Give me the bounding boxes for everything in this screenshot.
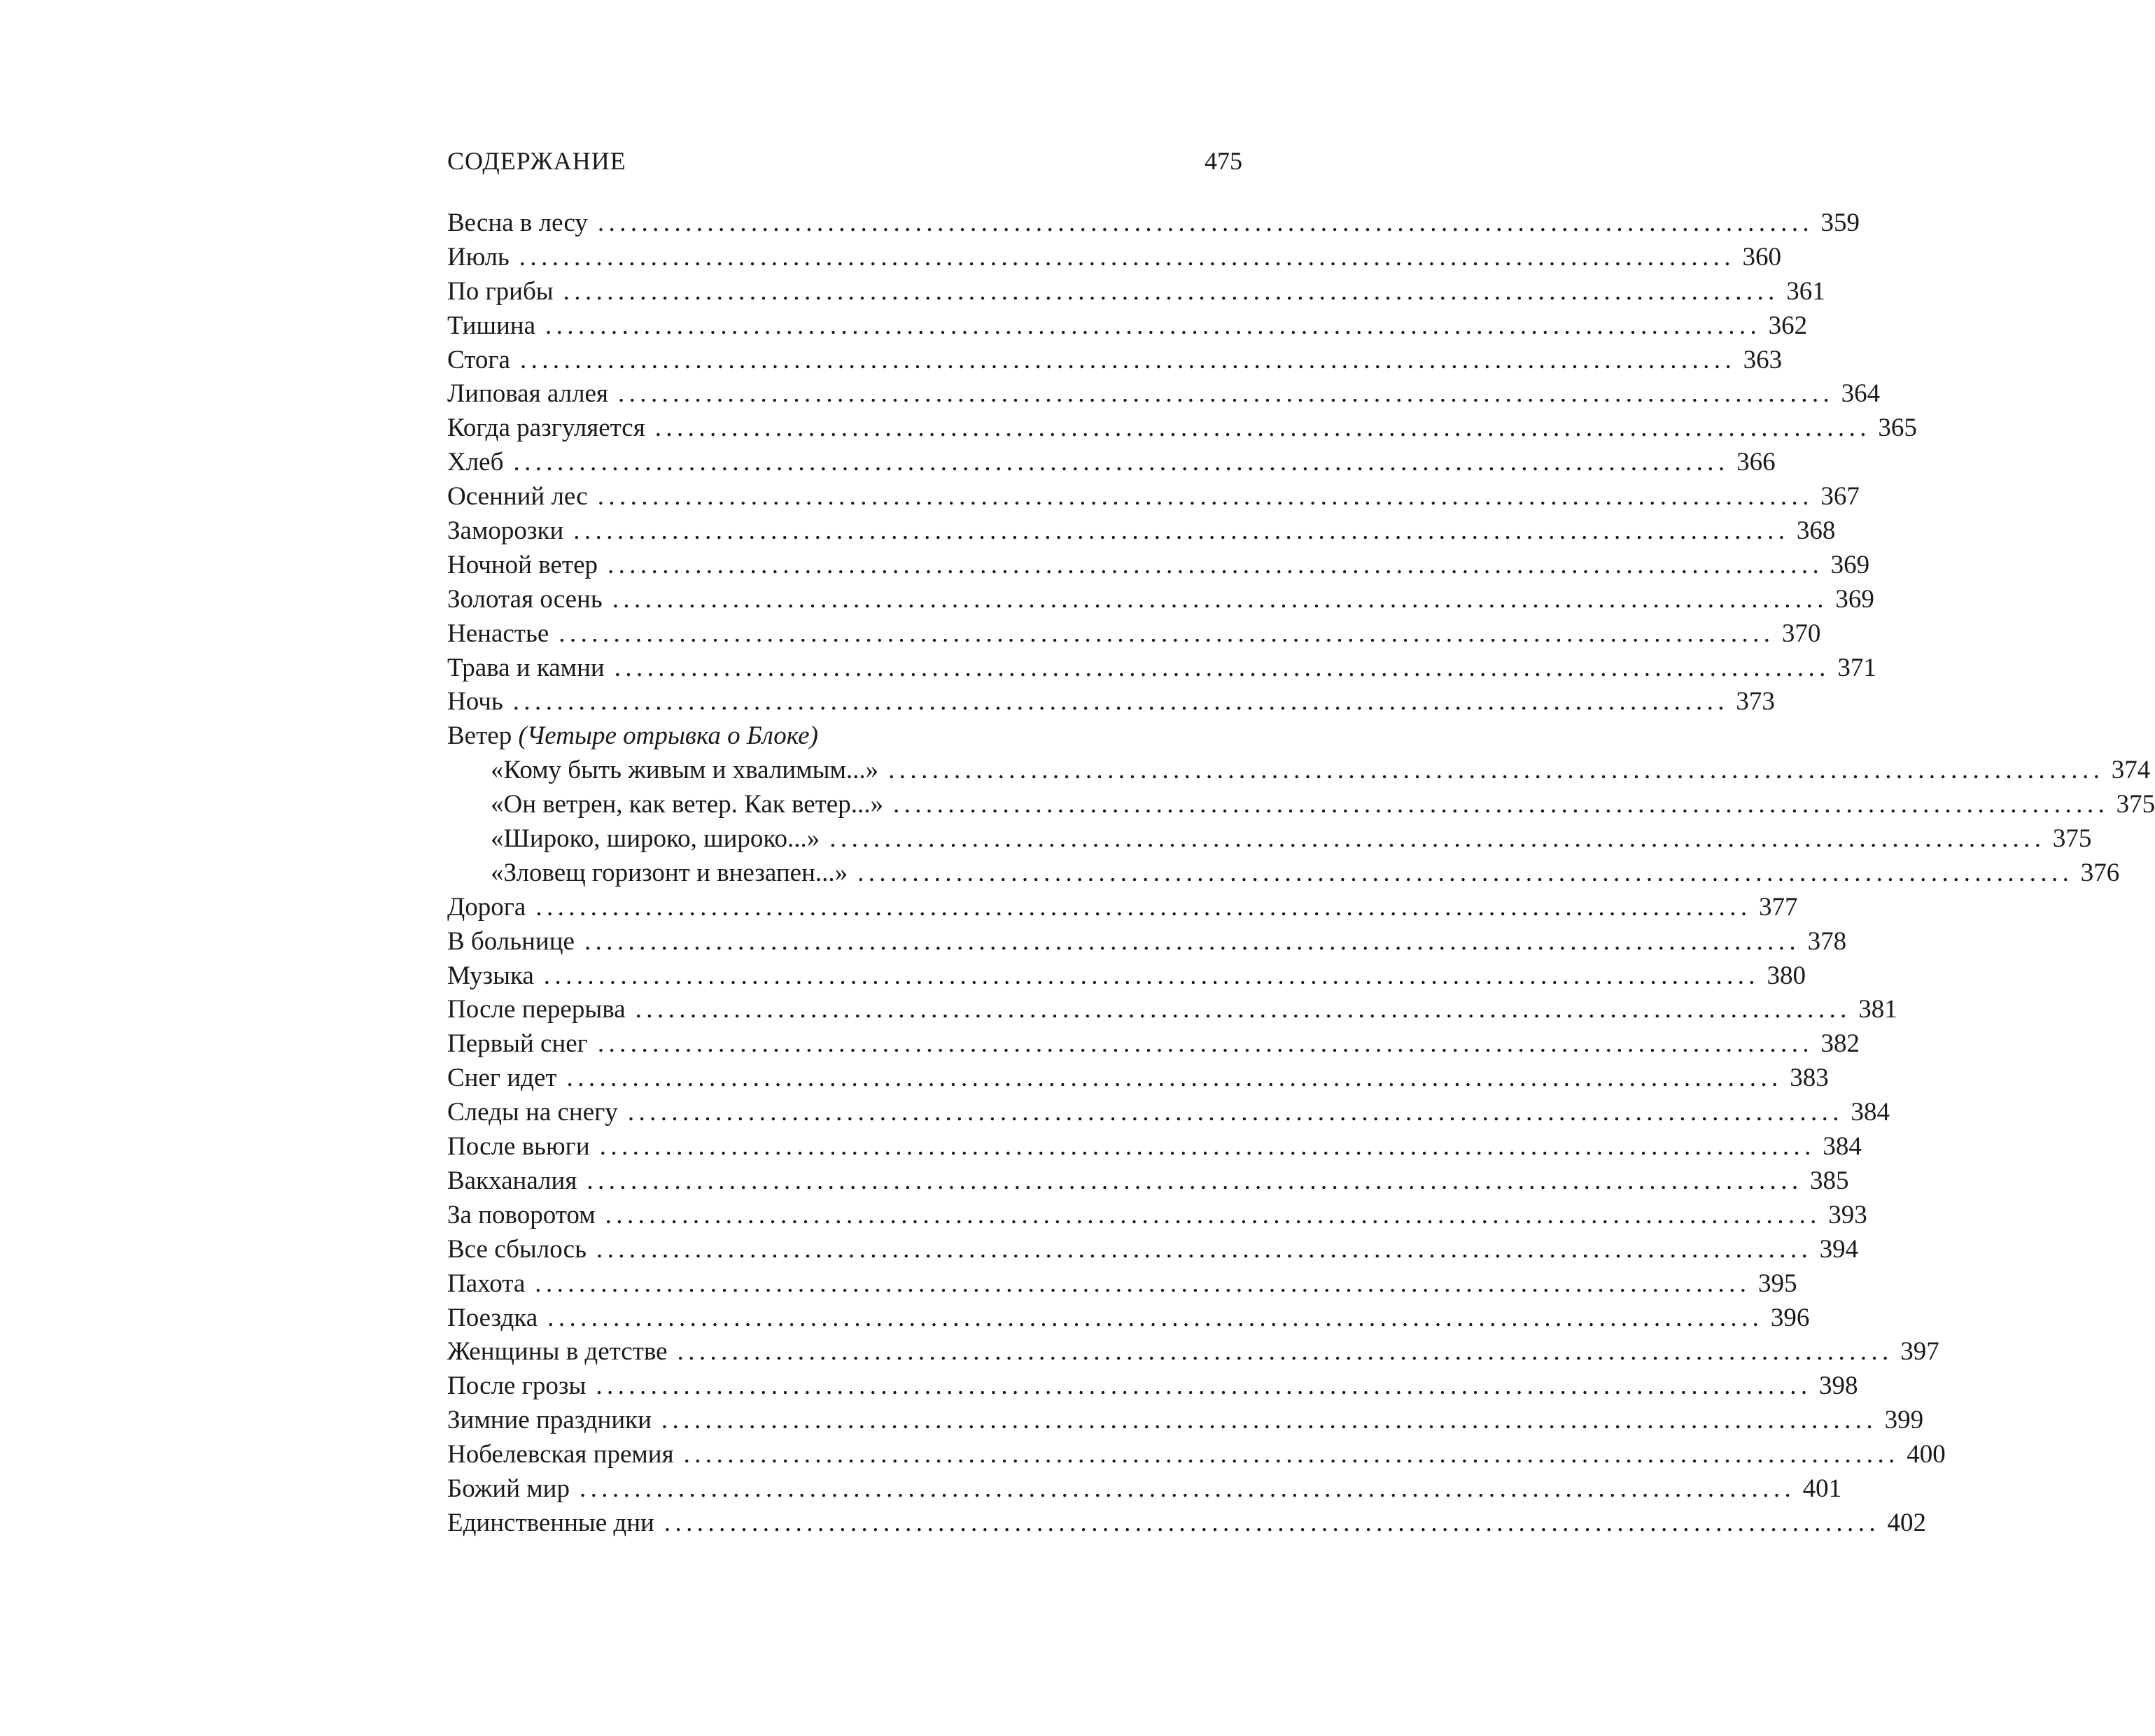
toc-entry-title-text: Женщины в детстве: [447, 1337, 668, 1367]
toc-entry-title-text: Единственные дни: [447, 1508, 654, 1537]
toc-dot-leader: ...............................................................................................................: [618, 379, 1834, 409]
toc-entry: [447, 1369, 1858, 1404]
toc-dot-leader: ...............................................................................................................: [597, 1029, 1814, 1059]
toc-entry-note: (Четыре отрывка о Блоке): [518, 721, 818, 751]
toc-entry-title: [447, 549, 598, 583]
toc-entry-title-text: Пахота: [447, 1269, 526, 1298]
toc-page-number: 395: [1757, 1269, 1797, 1298]
toc-dot-leader: ...............................................................................................................: [599, 1132, 1816, 1162]
toc-dot-leader: ...............................................................................................................: [597, 209, 1814, 237]
toc-page-number: 364: [1841, 379, 1881, 409]
toc-dot-leader: ...............................................................................................................: [579, 1474, 1796, 1503]
toc-entry-title-text: Поездка: [447, 1303, 538, 1332]
toc-entry-title: [447, 1369, 586, 1404]
toc-entry-title-text: Хлеб: [447, 448, 504, 477]
toc-entry: [447, 1506, 1927, 1541]
toc-entry: [447, 1404, 1924, 1438]
toc-entry-title-text: Липовая аллея: [447, 379, 608, 409]
toc-page-number: 399: [1884, 1406, 1924, 1435]
toc-entry-title-text: Стога: [447, 345, 510, 374]
toc-entry-title-text: После перерыва: [447, 995, 626, 1024]
toc-entry: [447, 1061, 1829, 1096]
toc-page-number: 366: [1736, 448, 1776, 477]
toc-entry-title-text: За поворотом: [447, 1200, 596, 1229]
toc-page-number: 373: [1736, 687, 1775, 717]
toc-page-number: 382: [1820, 1029, 1860, 1059]
toc-page-number: 378: [1807, 926, 1847, 956]
toc-entry-title: [447, 1199, 596, 1233]
toc-page-number: 369: [1830, 550, 1870, 579]
toc-dot-leader: ...............................................................................................................: [829, 824, 2046, 854]
toc-entry: [447, 1096, 1890, 1130]
toc-subentry: [447, 788, 2155, 822]
toc-page-number: 398: [1819, 1371, 1858, 1401]
toc-entry: [447, 446, 1776, 480]
toc-entry: [447, 959, 1806, 994]
toc-entry: [447, 275, 1825, 309]
toc-entry-title-text: Зимние праздники: [447, 1406, 652, 1435]
toc-entry: [447, 925, 1847, 959]
toc-entry-title: [447, 1267, 525, 1301]
toc-page-number: 384: [1823, 1132, 1862, 1162]
toc-entry-title-text: Осенний лес: [447, 482, 588, 511]
toc-entry-title-text: Ветер: [447, 721, 512, 751]
toc-page-number: 359: [1820, 209, 1860, 237]
toc-entry-title: [447, 1130, 590, 1164]
toc-entry-title: [447, 446, 503, 480]
toc-entry-title: [447, 1061, 557, 1096]
toc-entry-title-text: «Он ветрен, как ветер. Как ветер...»: [491, 790, 883, 819]
toc-page-number: 401: [1802, 1474, 1842, 1503]
toc-entry-title: [447, 959, 534, 994]
toc-entry: [447, 309, 1808, 344]
toc-entry-title: [491, 788, 883, 822]
toc-entry-title-text: Ненастье: [447, 619, 549, 648]
toc-entry-title: [447, 1404, 652, 1438]
toc-entry: [447, 583, 1874, 617]
toc-dot-leader: ...............................................................................................................: [596, 1371, 1812, 1401]
toc-entry-title-text: Заморозки: [447, 516, 564, 546]
toc-entry-title-text: Следы на снегу: [447, 1098, 618, 1127]
toc-page-number: 397: [1900, 1337, 1939, 1367]
toc-dot-leader: ...............................................................................................................: [535, 1269, 1751, 1298]
toc-entry: [447, 241, 1781, 275]
toc-entry-title: [447, 719, 818, 754]
toc-entry-title: [447, 1506, 654, 1541]
toc-entry-title: [447, 411, 645, 446]
toc-entry-title: [447, 651, 605, 686]
toc-subentry: [447, 856, 2120, 891]
toc-entry-title: [447, 1335, 668, 1369]
book-page: [447, 143, 2155, 1541]
toc-dot-leader: ...............................................................................................................: [566, 1064, 1783, 1093]
running-head: [447, 143, 1242, 178]
toc-entry-title: [447, 1096, 618, 1130]
toc-entry-title: [447, 480, 588, 514]
toc-subentry: [447, 754, 2151, 788]
toc-entry-title-text: По грибы: [447, 276, 554, 306]
table-of-contents: [447, 206, 2155, 1541]
toc-entry-title: [491, 822, 820, 856]
toc-entry-title-text: После вьюги: [447, 1132, 590, 1162]
toc-dot-leader: ...............................................................................................................: [573, 516, 1790, 546]
toc-page-number: 394: [1819, 1234, 1859, 1264]
toc-page-number: 361: [1786, 276, 1825, 306]
toc-entry: [447, 1335, 1939, 1369]
toc-dot-leader: ...............................................................................................................: [677, 1337, 1893, 1367]
toc-entry-title-text: В больнице: [447, 926, 575, 956]
toc-entry-title: [447, 617, 549, 651]
toc-page-number: 365: [1878, 414, 1917, 443]
toc-entry-title: [447, 1438, 674, 1472]
toc-dot-leader: ...............................................................................................................: [888, 756, 2105, 785]
toc-entry-title: [447, 275, 554, 309]
toc-dot-leader: ...............................................................................................................: [857, 858, 2074, 887]
toc-entry: [447, 651, 1876, 686]
toc-dot-leader: ...............................................................................................................: [608, 550, 1824, 579]
toc-dot-leader: ...............................................................................................................: [519, 345, 1736, 374]
toc-entry-title-text: Музыка: [447, 961, 534, 990]
toc-dot-leader: ...............................................................................................................: [683, 1440, 1900, 1469]
toc-entry: [447, 1472, 1842, 1506]
toc-entry-title: [447, 685, 503, 719]
toc-entry-title: [447, 1301, 538, 1336]
toc-entry-title-text: После грозы: [447, 1371, 587, 1401]
toc-entry-title: [447, 377, 608, 411]
toc-entry-title: [447, 993, 626, 1027]
toc-entry-title: [447, 514, 563, 549]
toc-page-number: 377: [1759, 892, 1798, 922]
toc-entry: [447, 377, 1881, 411]
toc-entry: [447, 480, 1860, 514]
toc-page-number: 375: [2052, 824, 2092, 854]
toc-entry-title-text: Снег идет: [447, 1064, 557, 1093]
toc-dot-leader: ...............................................................................................................: [587, 1166, 1803, 1195]
toc-entry: [447, 1027, 1860, 1061]
toc-entry-title-text: Ночной ветер: [447, 550, 598, 579]
toc-dot-leader: ...............................................................................................................: [547, 1303, 1764, 1332]
toc-entry-title-text: Вакханалия: [447, 1166, 577, 1195]
toc-entry-title: [447, 206, 588, 241]
toc-dot-leader: ...............................................................................................................: [892, 790, 2110, 819]
toc-entry-title: [447, 1233, 587, 1267]
toc-dot-leader: ...............................................................................................................: [612, 584, 1828, 614]
toc-entry: [447, 617, 1821, 651]
toc-dot-leader: ...............................................................................................................: [512, 687, 1729, 717]
toc-subentry: [447, 822, 2092, 856]
toc-entry-title-text: «Кому быть живым и хвалимым...»: [491, 756, 879, 785]
toc-dot-leader: ...............................................................................................................: [664, 1508, 1881, 1537]
toc-dot-leader: ...............................................................................................................: [635, 995, 1851, 1024]
toc-page-number: 380: [1767, 961, 1806, 990]
running-head-title: СОДЕРЖАНИЕ: [447, 147, 626, 175]
toc-entry-title-text: Весна в лесу: [447, 209, 588, 237]
toc-entry-title: [447, 1027, 588, 1061]
toc-dot-leader: ...............................................................................................................: [535, 892, 1752, 922]
toc-page-number: 368: [1796, 516, 1836, 546]
toc-entry: [447, 411, 1917, 446]
toc-entry: [447, 1130, 1862, 1164]
toc-page-number: 367: [1820, 482, 1860, 511]
toc-entry-title: [491, 856, 848, 891]
toc-dot-leader: ...............................................................................................................: [519, 242, 1735, 271]
toc-page-number: 381: [1858, 995, 1897, 1024]
toc-page-number: 396: [1770, 1303, 1810, 1332]
toc-dot-leader: ...............................................................................................................: [614, 653, 1830, 682]
toc-dot-leader: ...............................................................................................................: [627, 1098, 1844, 1127]
toc-page-number: 400: [1907, 1440, 1946, 1469]
toc-entry-title: [447, 925, 575, 959]
toc-page-number: 376: [2080, 858, 2120, 887]
toc-entry-title: [447, 309, 535, 344]
toc-entry: [447, 514, 1836, 549]
toc-entry-title-text: Все сбылось: [447, 1234, 587, 1264]
toc-entry-title: [491, 754, 878, 788]
toc-page-number: 375: [2116, 790, 2155, 819]
toc-entry: [447, 719, 1242, 754]
running-head-page-number: 475: [1205, 147, 1242, 175]
toc-page-number: 402: [1887, 1508, 1927, 1537]
toc-dot-leader: ...............................................................................................................: [563, 276, 1779, 306]
toc-entry-title-text: «Зловещ горизонт и внезапен...»: [491, 858, 848, 887]
toc-entry: [447, 206, 1860, 241]
toc-entry: [447, 344, 1783, 378]
toc-entry: [447, 993, 1897, 1027]
toc-entry-title: [447, 1472, 570, 1506]
toc-page-number: 383: [1790, 1064, 1829, 1093]
toc-dot-leader: ...............................................................................................................: [543, 961, 1760, 990]
toc-entry: [447, 1233, 1859, 1267]
toc-entry-title-text: Золотая осень: [447, 584, 603, 614]
toc-page-number: 369: [1835, 584, 1874, 614]
toc-entry-title-text: Ночь: [447, 687, 503, 717]
toc-entry-title: [447, 1164, 577, 1199]
toc-dot-leader: ...............................................................................................................: [513, 448, 1729, 477]
toc-dot-leader: ...............................................................................................................: [596, 1234, 1813, 1264]
toc-entry: [447, 685, 1775, 719]
toc-page-number: 370: [1781, 619, 1821, 648]
toc-entry: [447, 1199, 1867, 1233]
toc-entry-title-text: Трава и камни: [447, 653, 605, 682]
toc-entry-title-text: «Широко, широко, широко...»: [491, 824, 820, 854]
toc-entry-title-text: Божий мир: [447, 1474, 570, 1503]
toc-dot-leader: ...............................................................................................................: [654, 414, 1871, 443]
toc-entry: [447, 549, 1870, 583]
toc-page-number: 362: [1768, 311, 1808, 340]
toc-dot-leader: ...............................................................................................................: [559, 619, 1775, 648]
toc-dot-leader: ...............................................................................................................: [597, 482, 1813, 511]
toc-entry-title-text: Когда разгуляется: [447, 414, 645, 443]
toc-entry-title-text: Июль: [447, 242, 510, 271]
toc-dot-leader: ...............................................................................................................: [605, 1200, 1821, 1229]
toc-entry-title-text: Нобелевская премия: [447, 1440, 674, 1469]
toc-page-number: 363: [1743, 345, 1783, 374]
toc-entry: [447, 1164, 1849, 1199]
toc-page-number: 393: [1828, 1200, 1867, 1229]
toc-dot-leader: ...............................................................................................................: [584, 926, 1801, 956]
toc-entry-title: [447, 344, 510, 378]
toc-dot-leader: ...............................................................................................................: [661, 1406, 1878, 1435]
toc-entry-title-text: Первый снег: [447, 1029, 588, 1059]
toc-dot-leader: ...............................................................................................................: [545, 311, 1762, 340]
toc-entry: [447, 1267, 1797, 1301]
toc-entry-title: [447, 241, 510, 275]
toc-entry: [447, 1301, 1810, 1336]
toc-entry: [447, 891, 1798, 925]
toc-entry-title: [447, 583, 603, 617]
toc-page-number: 360: [1742, 242, 1781, 271]
toc-entry-title: [447, 891, 526, 925]
toc-page-number: 384: [1851, 1098, 1890, 1127]
toc-entry-title-text: Дорога: [447, 892, 526, 922]
toc-page-number: 371: [1837, 653, 1876, 682]
toc-page-number: 385: [1810, 1166, 1849, 1195]
toc-entry-title-text: Тишина: [447, 311, 535, 340]
toc-entry: [447, 1438, 1946, 1472]
toc-page-number: 374: [2111, 756, 2151, 785]
